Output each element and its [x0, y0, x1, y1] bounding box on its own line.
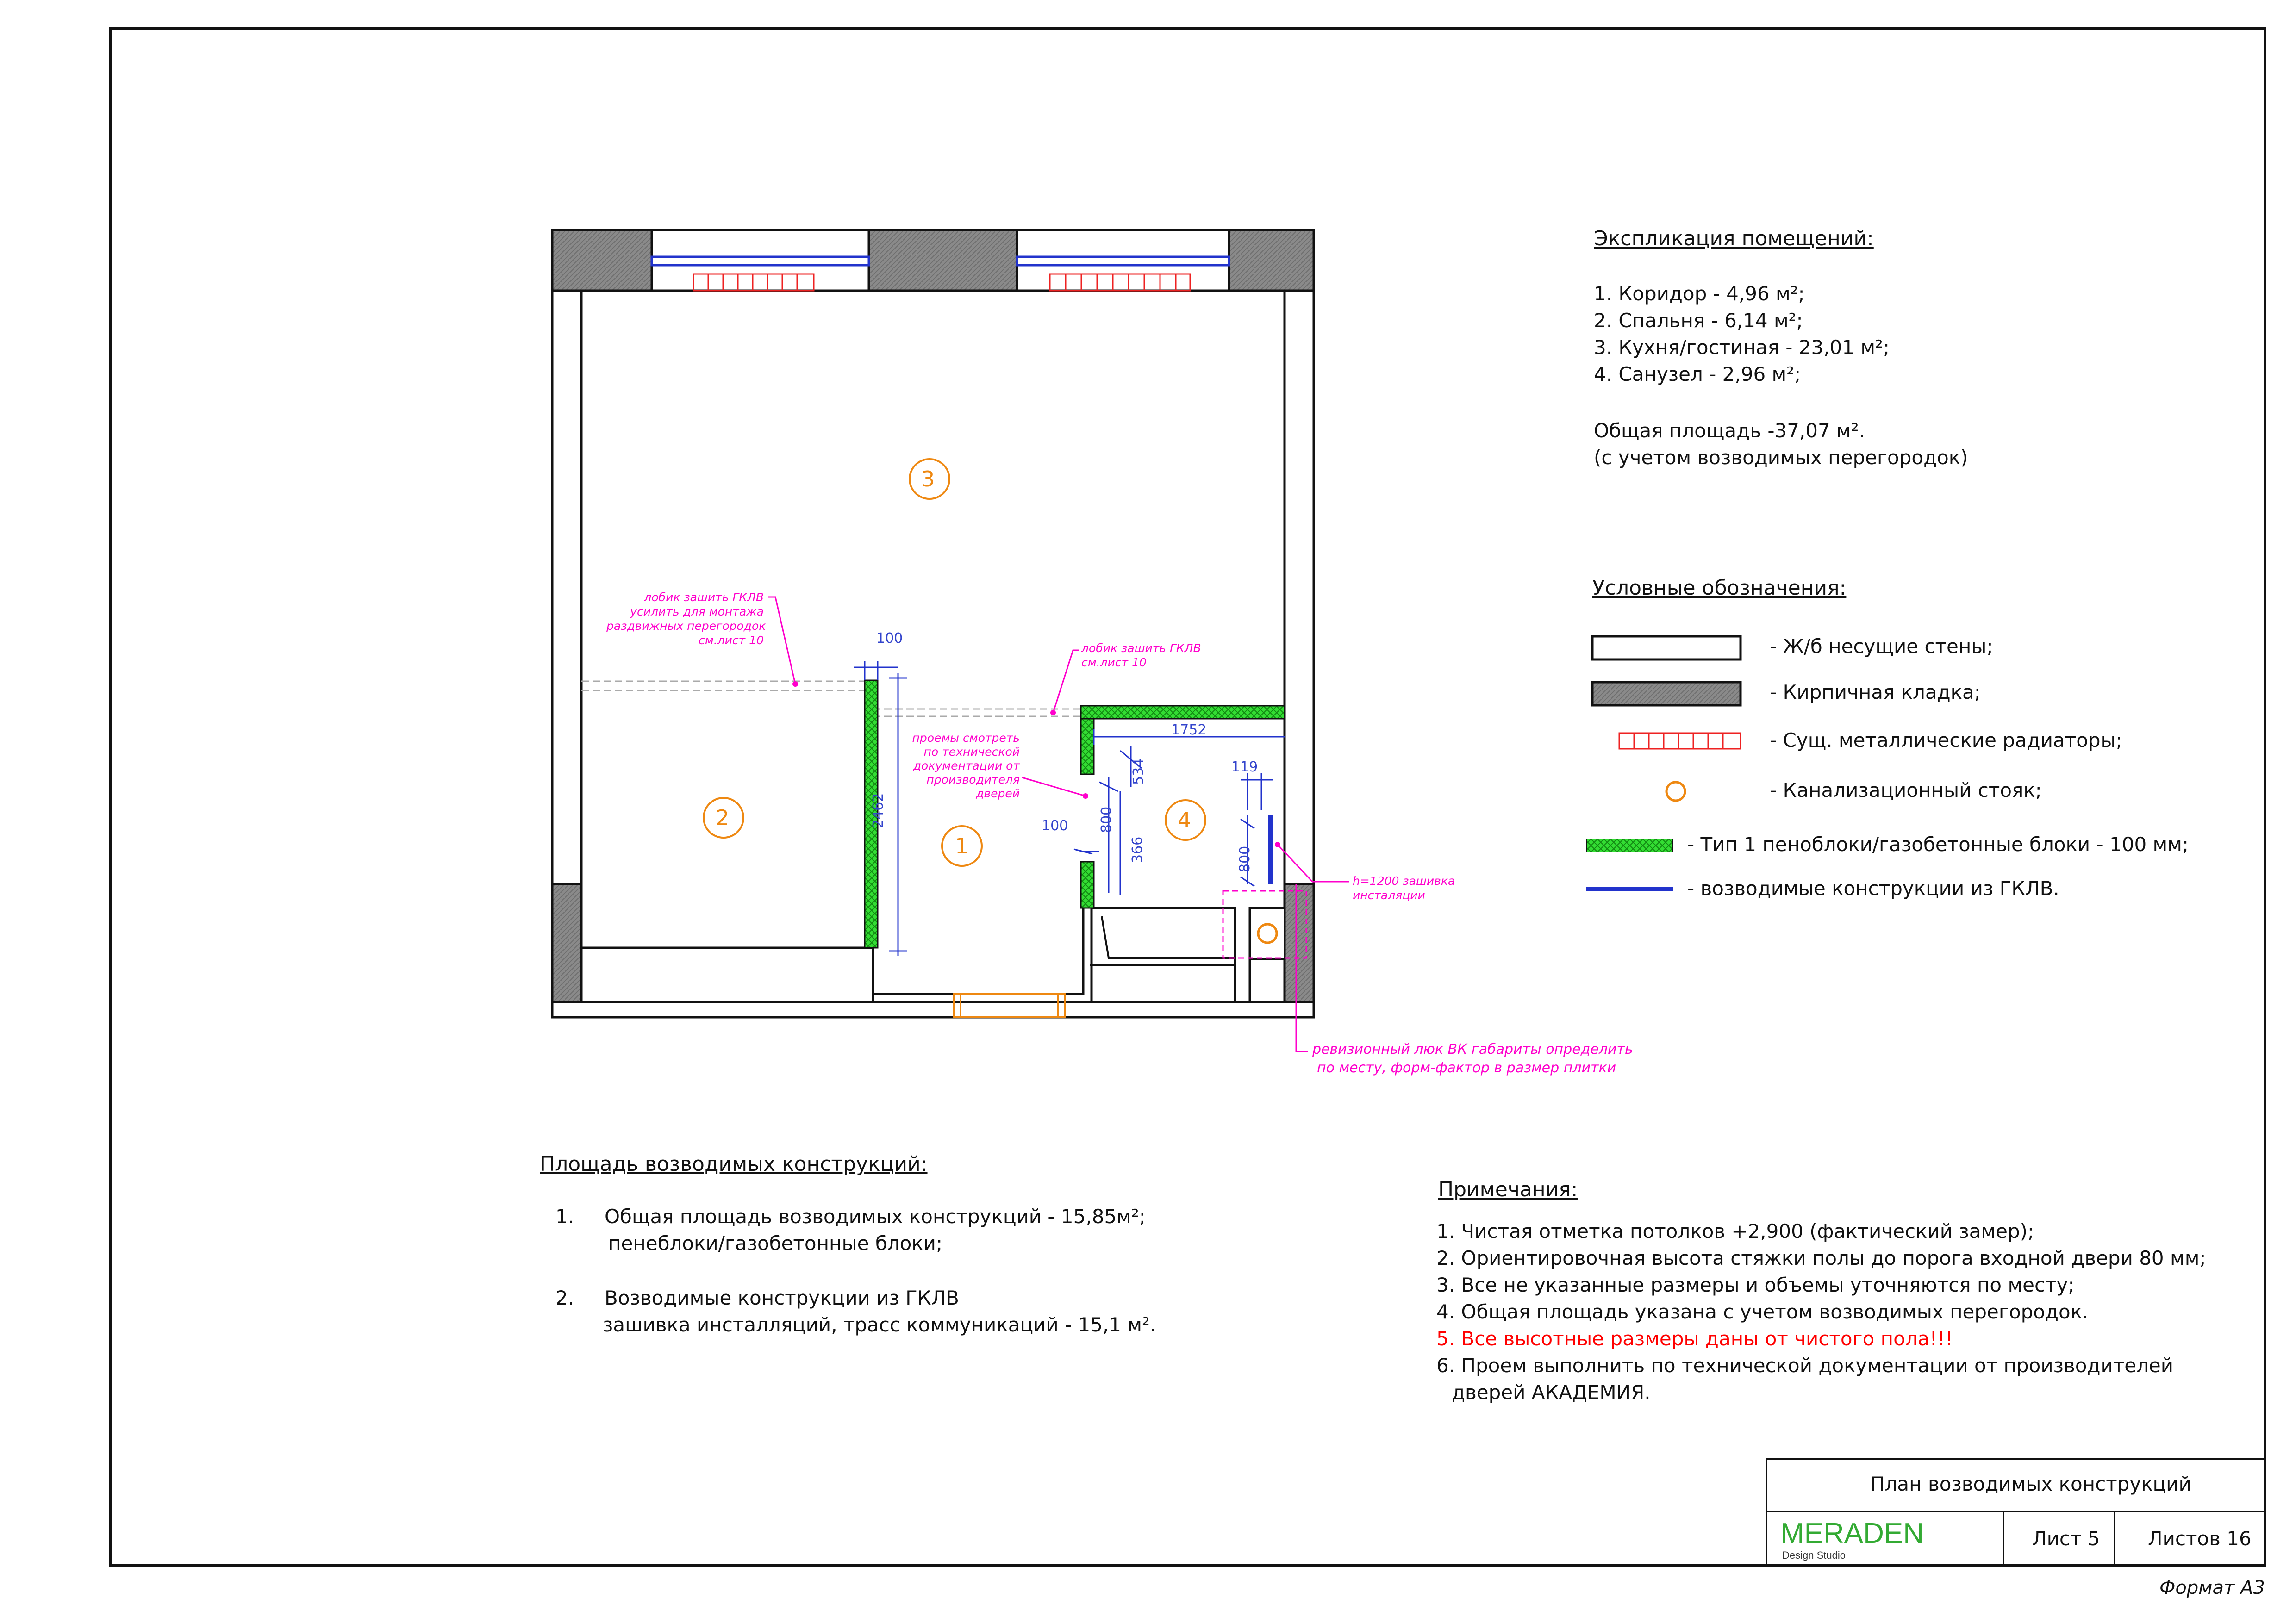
area-built-item1-line1: Общая площадь возводимых конструкций - 15,85м²;: [605, 1205, 1146, 1228]
area-built-item2-line1: Возводимые конструкции из ГКЛВ: [605, 1287, 959, 1309]
note-5: 5. Все высотные размеры даны от чистого пола!!!: [1436, 1327, 1953, 1350]
note-3: 3. Все не указанные размеры и объемы уточняются по месту;: [1436, 1274, 2075, 1296]
note-1: 1. Чистая отметка потолков +2,900 (фактический замер);: [1436, 1220, 2034, 1243]
dim-800a: 800: [1098, 806, 1115, 833]
legend-item-concrete: - Ж/б несущие стены;: [1770, 635, 1993, 658]
explication-item-1: 1. Коридор - 4,96 м²;: [1594, 282, 1805, 305]
area-built-item1-line2: пенеблоки/газобетонные блоки;: [608, 1232, 943, 1255]
dim-100b: 100: [1042, 818, 1068, 834]
note-installation-cover: h=1200 зашивка инсталяции: [1353, 874, 1455, 902]
dim-119: 119: [1231, 759, 1258, 775]
explication-title: Экспликация помещений:: [1594, 227, 1874, 250]
note-6: 6. Проем выполнить по технической документации от производителей: [1436, 1354, 2174, 1377]
room-number-4: 4: [1178, 808, 1192, 833]
dim-534: 534: [1130, 758, 1147, 785]
area-built-item1-num: 1.: [555, 1205, 574, 1228]
note-2: 2. Ориентировочная высота стяжки полы до порога входной двери 80 мм;: [1436, 1247, 2206, 1269]
area-built-item2-num: 2.: [555, 1287, 574, 1309]
explication-item-3: 3. Кухня/гостиная - 23,01 м²;: [1594, 336, 1890, 359]
legend-item-riser: - Канализационный стояк;: [1770, 779, 2042, 802]
explication-total-note: (с учетом возводимых перегородок): [1594, 446, 1968, 469]
legend-title: Условные обозначения:: [1592, 576, 1847, 600]
notes-title: Примечания:: [1438, 1178, 1578, 1201]
brand-logo: MERADEN: [1780, 1517, 1924, 1549]
dim-800b: 800: [1237, 846, 1253, 872]
room-number-2: 2: [716, 805, 730, 830]
sheets-total: Листов 16: [2148, 1527, 2252, 1550]
drawing-title: План возводимых конструкций: [1870, 1473, 2191, 1495]
explication-item-2: 2. Спальня - 6,14 м²;: [1594, 309, 1803, 332]
area-built-title: Площадь возводимых конструкций:: [540, 1152, 928, 1176]
note-lobik-gklv: лобик зашить ГКЛВ см.лист 10: [1081, 641, 1201, 669]
sheet-number: Лист 5: [2032, 1527, 2100, 1550]
explication-total: Общая площадь -37,07 м².: [1594, 419, 1865, 442]
room-number-3: 3: [921, 466, 935, 491]
legend-item-gklv: - возводимые конструкции из ГКЛВ.: [1687, 877, 2059, 900]
dim-1752: 1752: [1171, 722, 1207, 738]
legend-item-foam-blocks: - Тип 1 пеноблоки/газобетонные блоки - 100 мм;: [1687, 833, 2189, 856]
note-door-openings: проемы смотреть по технической документации от производителя дверей: [912, 731, 1020, 800]
area-built-item2-line2: зашивка инсталляций, трасс коммуникаций - 15,1 м².: [603, 1313, 1156, 1336]
note-6-cont: дверей АКАДЕМИЯ.: [1452, 1381, 1651, 1404]
legend-item-radiators: - Сущ. металлические радиаторы;: [1770, 729, 2122, 752]
room-number-1: 1: [955, 833, 969, 858]
note-lobik-partitions: лобик зашить ГКЛВ усилить для монтажа раздвижных перегородок см.лист 10: [606, 591, 766, 647]
opening-lines: [581, 681, 1081, 716]
dim-366: 366: [1129, 836, 1146, 863]
note-4: 4. Общая площадь указана с учетом возводимых перегородок.: [1436, 1300, 2089, 1323]
brand-subtitle: Design Studio: [1782, 1549, 1846, 1561]
note-revision-hatch: ревизионный люк ВК габариты определить по месту, форм-фактор в размер плитки: [1312, 1041, 1633, 1076]
paper-format: Формат А3: [2159, 1577, 2265, 1598]
legend-item-brick: - Кирпичная кладка;: [1770, 681, 1981, 703]
explication-item-4: 4. Санузел - 2,96 м²;: [1594, 363, 1801, 386]
dim-100a: 100: [876, 630, 903, 647]
dim-2462: 2462: [870, 793, 886, 828]
